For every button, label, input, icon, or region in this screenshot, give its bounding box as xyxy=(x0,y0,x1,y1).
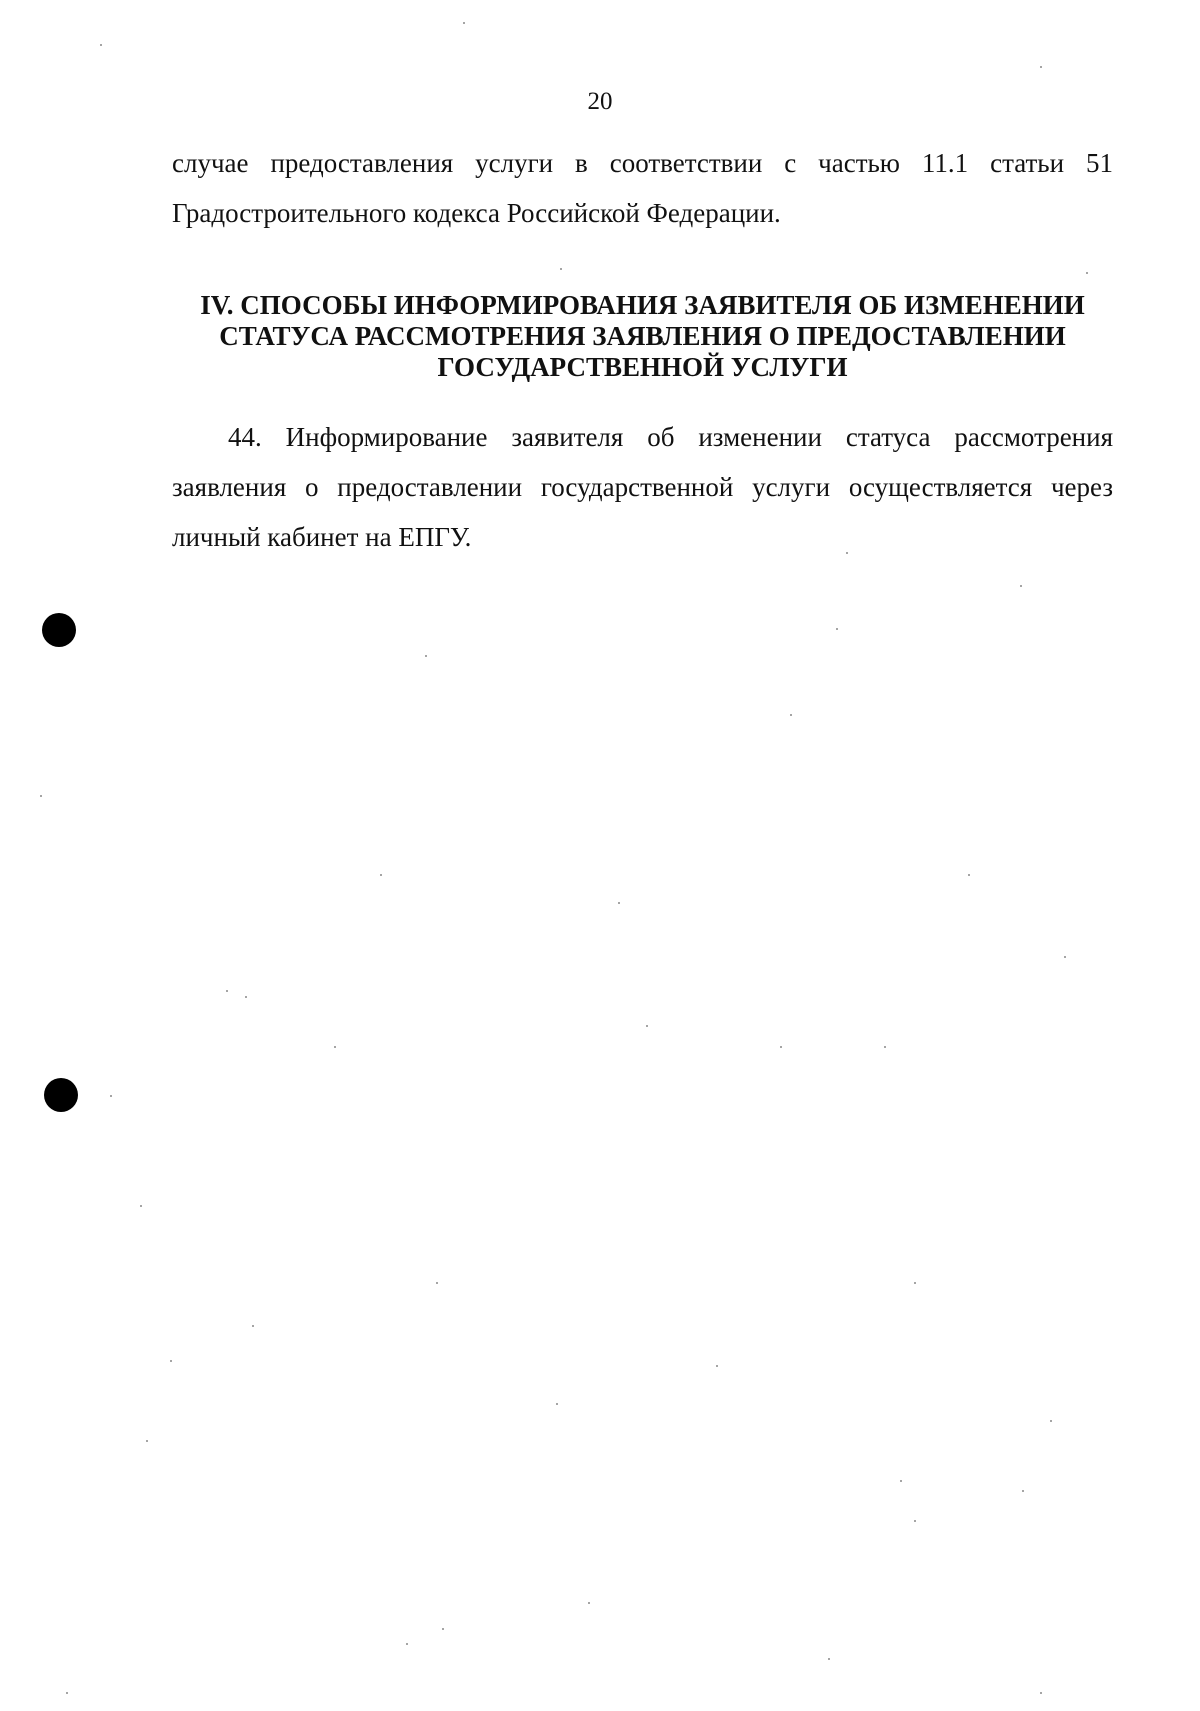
scan-speck xyxy=(100,44,102,46)
punch-hole-icon xyxy=(42,613,76,647)
scan-speck xyxy=(245,996,247,998)
scan-speck xyxy=(110,1095,112,1097)
scan-speck xyxy=(780,1046,782,1048)
section-heading-line-2: СТАТУСА РАССМОТРЕНИЯ ЗАЯВЛЕНИЯ О ПРЕДОСТАВЛЕНИИ xyxy=(219,321,1066,351)
scan-speck xyxy=(463,22,465,24)
section-heading-line-3: ГОСУДАРСТВЕННОЙ УСЛУГИ xyxy=(437,352,848,382)
scan-speck xyxy=(1020,585,1022,587)
scan-speck xyxy=(560,268,562,270)
scan-speck xyxy=(914,1520,916,1522)
paragraph-continued-line-1: случае предоставления услуги в соответствии с частью 11.1 статьи 51 xyxy=(172,148,1113,178)
scan-speck xyxy=(716,1365,718,1367)
scan-speck xyxy=(1022,1490,1024,1492)
scan-speck xyxy=(1050,1420,1052,1422)
scan-speck xyxy=(588,1602,590,1604)
scan-speck xyxy=(618,902,620,904)
scan-speck xyxy=(836,628,838,630)
scan-speck xyxy=(252,1325,254,1327)
scan-speck xyxy=(900,1480,902,1482)
scan-speck xyxy=(146,1440,148,1442)
scan-speck xyxy=(425,655,427,657)
scan-speck xyxy=(1064,956,1066,958)
scan-speck xyxy=(170,1360,172,1362)
page-number: 20 xyxy=(587,88,613,115)
scan-speck xyxy=(968,874,970,876)
scan-speck xyxy=(646,1025,648,1027)
scan-speck xyxy=(380,874,382,876)
section-heading xyxy=(172,290,1113,383)
scan-speck xyxy=(442,1628,444,1630)
scan-speck xyxy=(556,1403,558,1405)
scan-speck xyxy=(884,1046,886,1048)
paragraph-44 xyxy=(172,412,1113,562)
scan-speck xyxy=(40,795,42,797)
scan-speck xyxy=(226,990,228,992)
paragraph-44-text: 44. Информирование заявителя об изменении статуса рассмотрения заявления о предоставлении государственной услуги осуществляется через личный кабинет на ЕПГУ. xyxy=(172,422,1113,552)
scan-speck xyxy=(846,552,848,554)
paragraph-continued xyxy=(172,138,1113,238)
scan-speck xyxy=(406,1643,408,1645)
section-heading-line-1: IV. СПОСОБЫ ИНФОРМИРОВАНИЯ ЗАЯВИТЕЛЯ ОБ ИЗМЕНЕНИИ xyxy=(200,290,1085,320)
scan-speck xyxy=(1086,272,1088,274)
scan-speck xyxy=(140,1205,142,1207)
scan-speck xyxy=(66,1692,68,1694)
scan-speck xyxy=(828,1658,830,1660)
scan-speck xyxy=(790,714,792,716)
scan-speck xyxy=(1040,1692,1042,1694)
paragraph-continued-line-2: Градостроительного кодекса Российской Федерации. xyxy=(172,198,781,228)
scan-speck xyxy=(1040,66,1042,68)
scan-speck xyxy=(334,1046,336,1048)
scan-speck xyxy=(436,1282,438,1284)
punch-hole-icon xyxy=(44,1078,78,1112)
scan-speck xyxy=(914,1282,916,1284)
